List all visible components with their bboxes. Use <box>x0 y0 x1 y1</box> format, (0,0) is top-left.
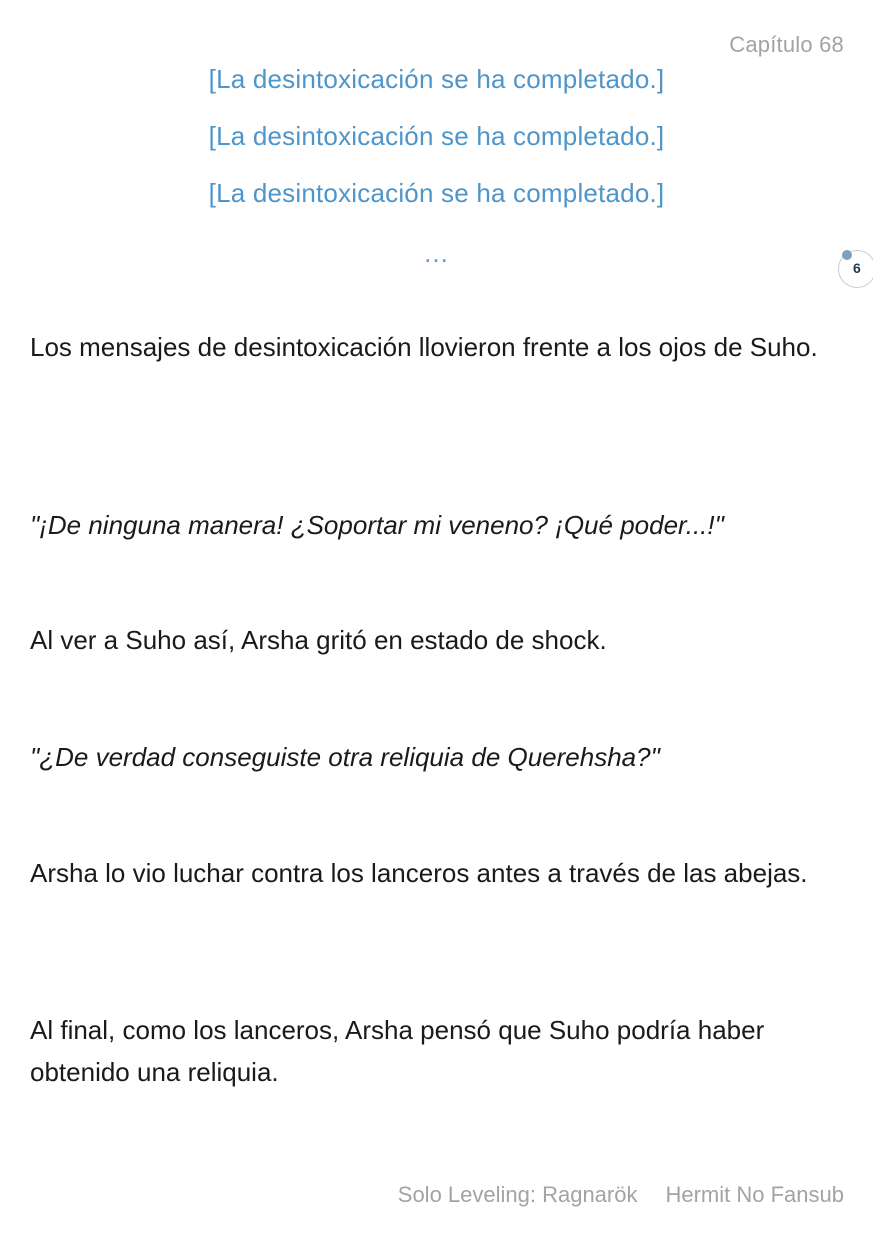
paragraph: Al ver a Suho así, Arsha gritó en estado de shock. <box>30 625 607 655</box>
translator-credit: Hermit No Fansub <box>665 1182 844 1207</box>
page-number: 6 <box>853 260 861 276</box>
paragraph: Al final, como los lanceros, Arsha pensó que Suho podría haber obtenido una reliquia. <box>30 1015 765 1087</box>
system-message: [La desintoxicación se ha completado.] <box>208 64 665 94</box>
book-title: Solo Leveling: Ragnarök <box>397 1182 638 1207</box>
paragraph: Arsha lo vio luchar contra los lanceros antes a través de las abejas. <box>30 858 808 888</box>
system-message: [La desintoxicación se ha completado.] <box>208 178 665 208</box>
paragraph-dialogue: "¡De ninguna manera! ¿Soportar mi veneno? ¡Qué poder...!" <box>30 510 724 540</box>
paragraph: Los mensajes de desintoxicación llovieron frente a los ojos de Suho. <box>30 332 818 362</box>
indicator-dot-icon <box>842 250 852 260</box>
paragraph-dialogue: "¿De verdad conseguiste otra reliquia de Querehsha?" <box>30 742 660 772</box>
scene-break-ellipsis: ... <box>424 238 449 268</box>
system-messages <box>0 60 873 231</box>
chapter-label: Capítulo 68 <box>729 32 844 57</box>
footer <box>398 1182 844 1208</box>
page-indicator[interactable] <box>838 250 873 288</box>
system-message: [La desintoxicación se ha completado.] <box>208 121 665 151</box>
